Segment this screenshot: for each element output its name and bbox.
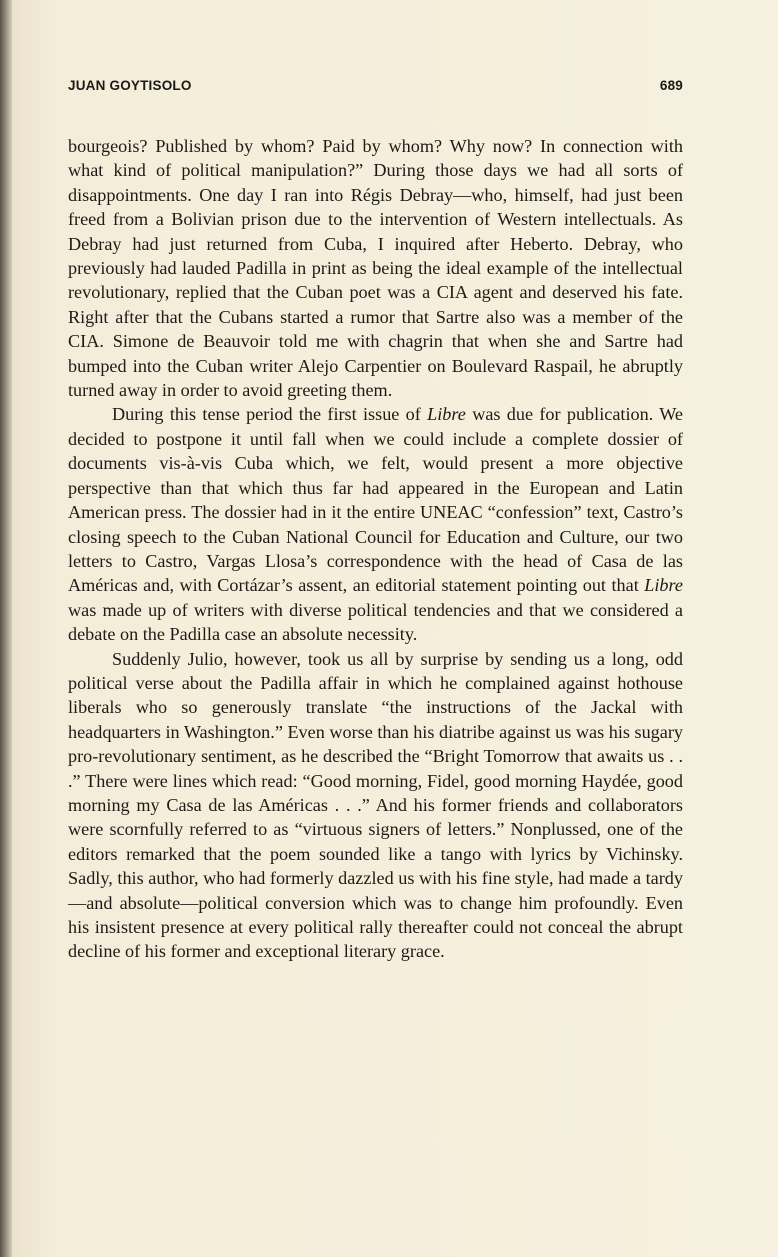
- paragraph-3: [68, 647, 683, 964]
- page-header: [68, 78, 683, 93]
- paragraph-text: Suddenly Julio, however, took us all by surprise by sending us a long, odd political verse about the Padilla affair in which he complained against hothouse liberals who so generously translate “the instructions of the Jackal with headquarters in Washington.” Even worse than his diatribe against us was his sugary pro-revolutionary sentiment, as he described the “Bright Tomorrow that awaits us . . .” There were lines which read: “Good morning, Fidel, good morning Haydée, good morning my Casa de las Américas . . .” And his former friends and collaborators were scornfully referred to as “virtuous signers of letters.” Nonplussed, one of the editors remarked that the poem sounded like a tango with lyrics by Vichinsky. Sadly, this author, who had formerly dazzled us with his fine style, had made a tardy—and absolute—political conversion which was to change him profoundly. Even his insistent presence at every political rally thereafter could not conceal the abrupt decline of his former and exceptional literary grace.: [68, 648, 683, 962]
- paragraph-2: [68, 402, 683, 646]
- page-number: 689: [659, 78, 683, 93]
- paragraph-text: bourgeois? Published by whom? Paid by whom? Why now? In connection with what kind of political manipulation?” During those days we had all sorts of disappointments. One day I ran into Régis Debray—who, himself, had just been freed from a Bolivian prison due to the intervention of Western intellectuals. As Debray had just returned from Cuba, I inquired after Heberto. Debray, who previously had lauded Padilla in print as being the ideal example of the intellectual revolutionary, replied that the Cuban poet was a CIA agent and deserved his fate. Right after that the Cubans started a rumor that Sartre also was a member of the CIA. Simone de Beauvoir told me with chagrin that when she and Sartre had bumped into the Cuban writer Alejo Carpentier on Boulevard Raspail, he abruptly turned away in order to avoid greeting them.: [68, 136, 683, 401]
- book-spine-shadow: [0, 0, 12, 1257]
- running-head: JUAN GOYTISOLO: [68, 78, 192, 93]
- italic-title: Libre: [427, 404, 466, 425]
- paragraph-1: [68, 134, 683, 402]
- paragraph-text: was made up of writers with diverse political tendencies and that we considered a debate on the Padilla case an absolute necessity.: [68, 599, 683, 645]
- italic-title: Libre: [644, 575, 683, 596]
- paragraph-text: During this tense period the first issue of: [112, 404, 428, 425]
- paragraph-text: was due for publication. We decided to postpone it until fall when we could include a complete dossier of documents vis-à-vis Cuba which, we felt, would present a more objective perspective than that which thus far had appeared in the European and Latin American press. The dossier had in it the entire UNEAC “confession” text, Castro’s closing speech to the Cuban National Council for Education and Culture, our two letters to Castro, Vargas Llosa’s correspondence with the head of Casa de las Américas and, with Cortázar’s assent, an editorial statement pointing out that: [68, 404, 684, 596]
- body-text: [68, 134, 683, 964]
